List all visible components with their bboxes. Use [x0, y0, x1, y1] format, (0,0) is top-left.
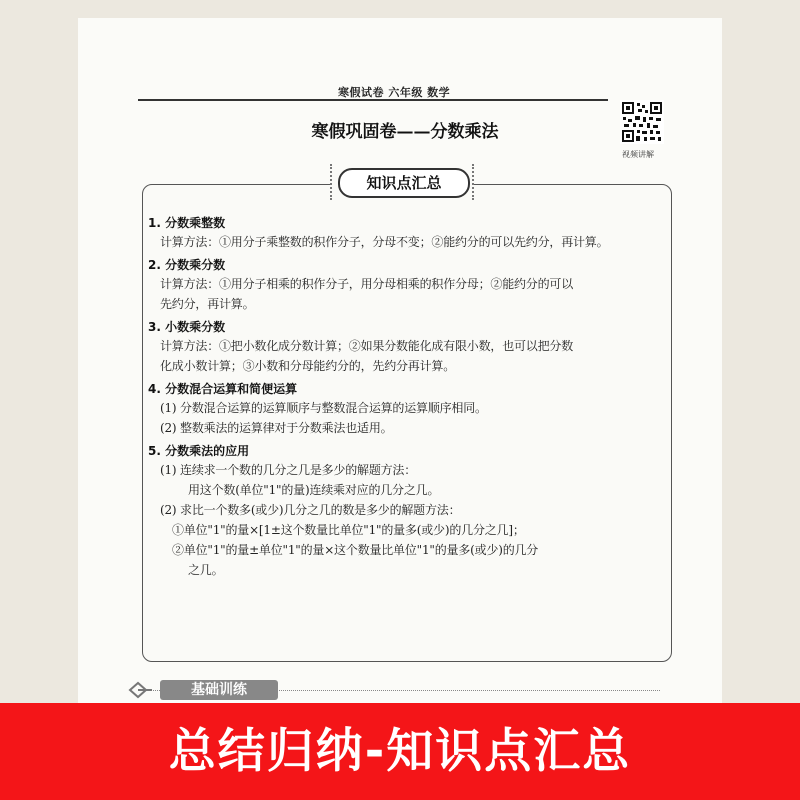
section-line: 先约分，再计算。 — [160, 297, 255, 311]
promo-banner-text: 总结归纳-知识点汇总 — [168, 724, 632, 779]
section-line: (1) 分数混合运算的运算顺序与整数混合运算的运算顺序相同。 — [160, 401, 487, 415]
section-line: 用这个数(单位"1"的量)连续乘对应的几分之几。 — [188, 483, 440, 497]
summary-content — [148, 210, 663, 580]
next-section-label: 基础训练 — [160, 680, 278, 700]
summary-box-title: 知识点汇总 — [338, 168, 470, 198]
section-line: ①单位"1"的量×[1±这个数量比单位"1"的量多(或少)的几分之几]； — [172, 523, 525, 537]
section-line: 之几。 — [188, 563, 224, 577]
qr-caption: 视频讲解 — [622, 150, 654, 159]
section-line: 化成小数计算；③小数和分母能约分的，先约分再计算。 — [160, 359, 456, 373]
section-heading: 1. 分数乘整数 — [148, 216, 226, 230]
qr-code-icon[interactable] — [620, 100, 664, 144]
page-title: 寒假巩固卷——分数乘法 — [311, 122, 499, 142]
section-heading: 2. 分数乘分数 — [148, 258, 226, 272]
section-line: 计算方法：①用分子相乘的积作分子，用分母相乘的积作分母；②能约分的可以 — [160, 277, 574, 291]
section-line: (2) 求比一个数多(或少)几分之几的数是多少的解题方法： — [160, 503, 461, 517]
header-breadcrumb: 寒假试卷 六年级 数学 — [338, 86, 451, 99]
section-heading: 4. 分数混合运算和简便运算 — [148, 382, 298, 396]
section-heading: 5. 分数乘法的应用 — [148, 444, 250, 458]
arrow-diamond-icon — [128, 680, 152, 700]
section-line: (1) 连续求一个数的几分之几是多少的解题方法： — [160, 463, 417, 477]
section-line: 计算方法：①用分子乘整数的积作分子，分母不变；②能约分的可以先约分，再计算。 — [160, 235, 609, 249]
section-line: (2) 整数乘法的运算律对于分数乘法也适用。 — [160, 421, 393, 435]
section-line: 计算方法：①把小数化成分数计算；②如果分数能化成有限小数，也可以把分数 — [160, 339, 574, 353]
section-heading: 3. 小数乘分数 — [148, 320, 226, 334]
section-line: ②单位"1"的量±单位"1"的量×这个数量比单位"1"的量多(或少)的几分 — [172, 543, 539, 557]
